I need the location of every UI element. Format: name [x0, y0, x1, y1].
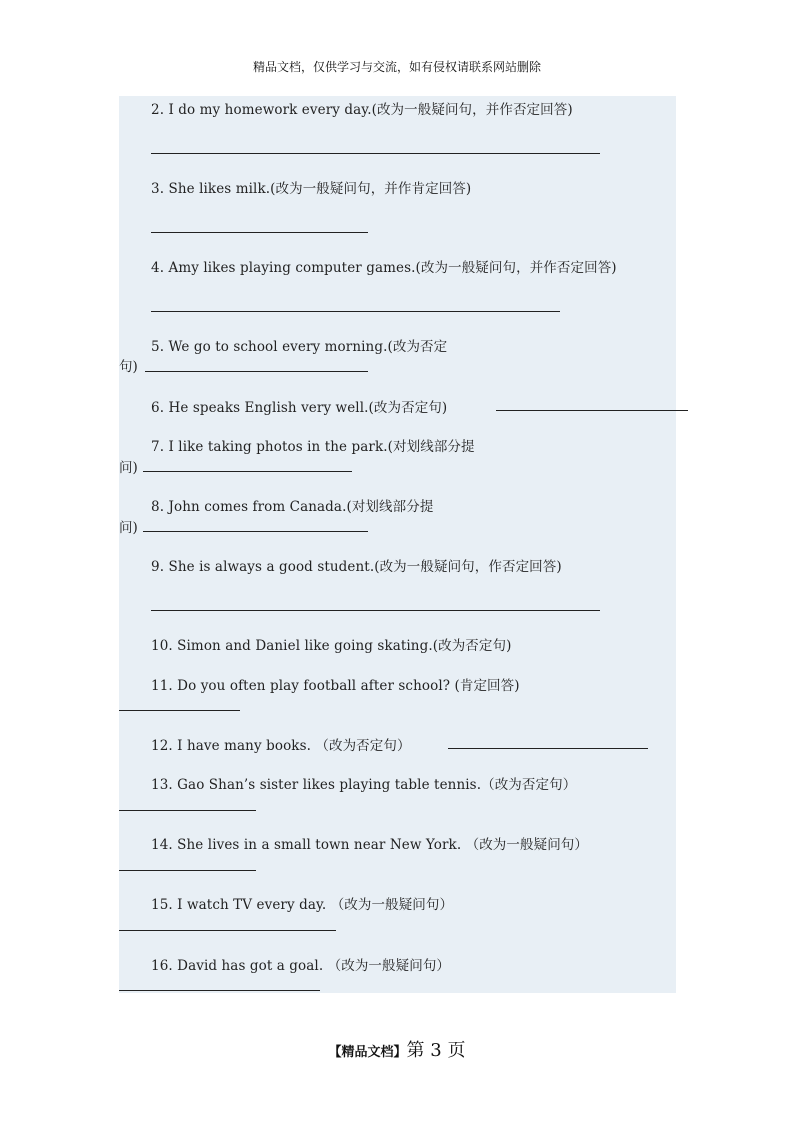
answer-line-13 [119, 810, 256, 811]
question-9: 9. She is always a good student.(改为一般疑问句，作否定回答) [151, 559, 562, 575]
footer-tag: 【精品文档】 [328, 1045, 407, 1060]
question-13: 13. Gao Shan’s sister likes playing table tennis.（改为否定句） [151, 777, 577, 793]
question-14: 14. She lives in a small town near New York. （改为一般疑问句） [151, 837, 589, 853]
question-5-continuation: 句) [119, 359, 138, 375]
question-15: 15. I watch TV every day. （改为一般疑问句） [151, 897, 454, 913]
page-header: 精品文档，仅供学习与交流，如有侵权请联系网站删除 [252, 60, 541, 74]
page-number: 第 3 页 [406, 1040, 466, 1061]
question-8: 8. John comes from Canada.(对划线部分提 [151, 499, 434, 515]
question-6: 6. He speaks English very well.(改为否定句) [151, 400, 448, 416]
question-12: 12. I have many books. （改为否定句） [151, 738, 411, 754]
answer-line-8 [143, 531, 368, 532]
question-2: 2. I do my homework every day.(改为一般疑问句，并作否定回答) [151, 102, 573, 118]
answer-line-4 [151, 311, 560, 312]
question-10: 10. Simon and Daniel like going skating.(改为否定句) [151, 638, 512, 654]
question-3: 3. She likes milk.(改为一般疑问句，并作肯定回答) [151, 181, 472, 197]
answer-line-2 [151, 153, 600, 154]
answer-line-6 [496, 410, 688, 411]
answer-line-9 [151, 610, 600, 611]
question-7-continuation: 问) [119, 460, 138, 476]
exercise-panel [119, 96, 676, 993]
question-5: 5. We go to school every morning.(改为否定 [151, 339, 448, 355]
question-8-continuation: 问) [119, 520, 138, 536]
answer-line-11 [119, 710, 240, 711]
answer-line-14 [119, 870, 256, 871]
answer-line-12 [448, 748, 648, 749]
question-16: 16. David has got a goal. （改为一般疑问句） [151, 958, 451, 974]
question-11: 11. Do you often play football after school? (肯定回答) [151, 678, 520, 694]
answer-line-3 [151, 232, 368, 233]
answer-line-15 [119, 930, 336, 931]
page-footer [0, 1036, 794, 1062]
question-4: 4. Amy likes playing computer games.(改为一般疑问句，并作否定回答) [151, 260, 617, 276]
answer-line-5 [145, 371, 368, 372]
question-7: 7. I like taking photos in the park.(对划线部分提 [151, 439, 475, 455]
answer-line-7 [143, 471, 352, 472]
answer-line-16 [119, 990, 320, 991]
